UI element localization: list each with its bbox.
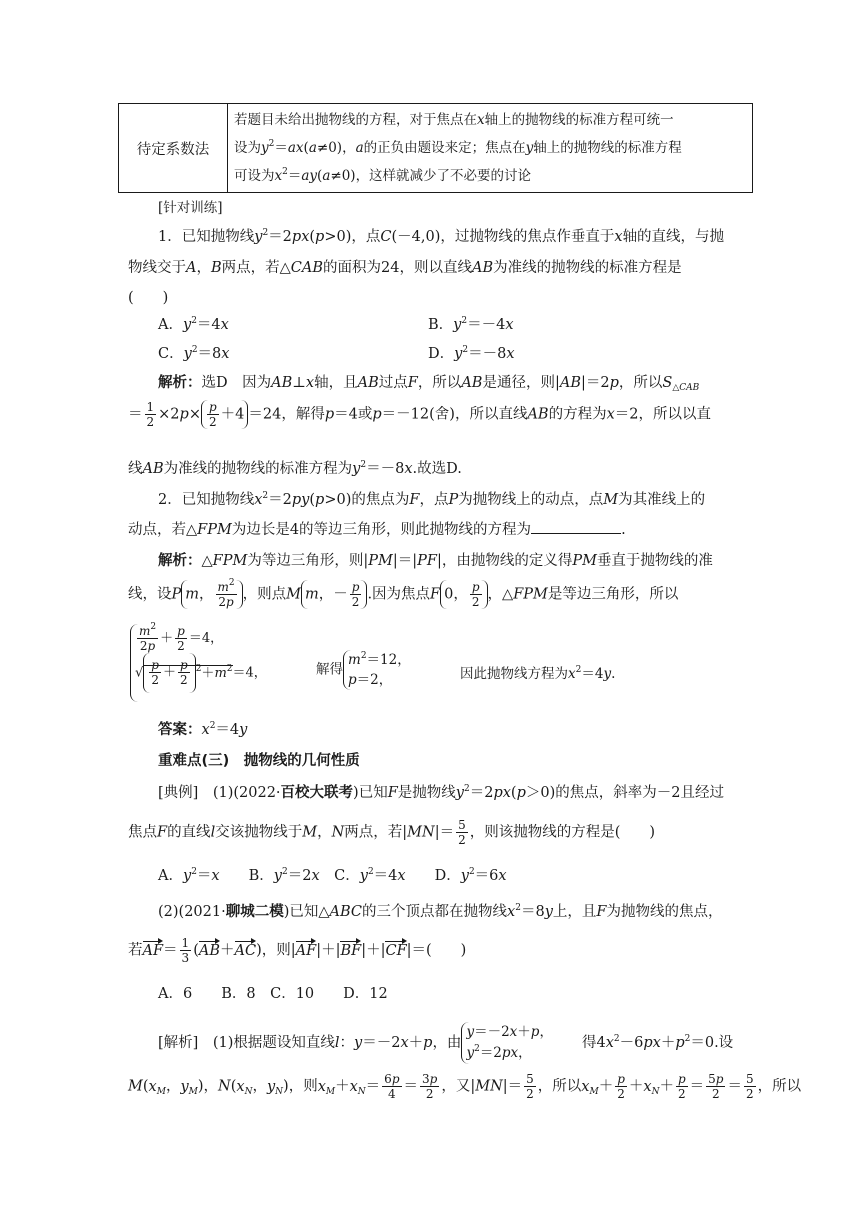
- q2-answer-blank: [531, 519, 621, 534]
- a2-line2: 线，设P m， $\frac{m^2}{2p}$ ，则点M m，－ $\frac{p}{2}$ .因为焦点F 0， $\frac{p}{2}$ ，△FPM是等边三角形，所以: [128, 578, 679, 609]
- a2-solution: 解得 $m^2=12$， p＝2，: [316, 651, 411, 688]
- q1-paren: ( ): [128, 290, 169, 306]
- q2-line1: 2．已知抛物线$x^2=2py(p>0)$的焦点为F，点P为抛物线上的动点，点M为其准线上的: [158, 491, 706, 508]
- method-table: [118, 103, 753, 193]
- example-options-2: A．6 B．8 C．10 D．12: [158, 986, 388, 1002]
- method-name: 待定系数法: [136, 141, 210, 158]
- method-desc-line2: 设为$y^2=ax(a\ne 0)$，a的正负由题设来定；焦点在y轴上的抛物线的标准方程: [234, 139, 682, 156]
- example-part2-line1: (2)(2021·聊城二模)已知△ABC的三个顶点都在抛物线$x^2=8y$上，且F为抛物线的焦点，: [158, 903, 723, 920]
- a2-line1: 解析：△FPM为等边三角形，则|PM|＝|PF|，由抛物线的定义得PM垂直于抛物线的准: [158, 553, 713, 569]
- example-line2: 焦点F的直线l交该抛物线于M，N两点，若|MN|＝ $\frac{5}{2}$ ，则该抛物线的方程是( ): [128, 818, 656, 847]
- example-part2-line2: 若AF＝ $\frac{1}{3}$ (AB＋AC)，则|AF|＋|BF|＋|CF|＝( ): [128, 936, 467, 965]
- q1-line2: 物线交于A，B两点，若△CAB的面积为24，则以直线AB为准线的抛物线的标准方程是: [128, 260, 682, 276]
- section-heading: 重难点(三) 抛物线的几何性质: [158, 753, 360, 769]
- a2-conclusion: 因此抛物线方程为$x^2=4y$.: [460, 665, 616, 682]
- example-options-1: A．$y^2=x$ B．$y^2=2x$ C．$y^2=4x$ D．$y^2=6x$: [158, 867, 507, 884]
- solution-line1: [解析] (1)根据题设知直线l：y＝－2x＋p，由 y＝－2x＋p， $y^2=2px$， 得$4x^2-6px+p^2=0$.设: [158, 1022, 733, 1064]
- method-name-cell: [119, 104, 228, 193]
- q2-line2: 动点，若△FPM为边长是4的等边三角形，则此抛物线的方程为 .: [128, 518, 626, 539]
- a2-system: $\frac{m^2}{2p}$ ＋ $\frac{p}{2}$ ＝4， √ $\frac{p}{2}$ ＋ $\frac{p}{2}$ $^2+m^2=4$，: [130, 624, 267, 702]
- a1-line1: 解析：选D 因为AB⊥x轴，且AB过点F，所以AB是通径，则|AB|＝2p，所以$S_{\triangle CAB}$: [158, 375, 700, 393]
- q1-option-a: A．$y^2=4x$: [158, 316, 229, 333]
- q1-line1: 1．已知抛物线$y^2=2px(p>0)$，点C(－4,0)，过抛物线的焦点作垂直于x轴的直线，与抛: [158, 228, 725, 245]
- training-header: [针对训练]: [158, 200, 223, 216]
- a2-answer: 答案：$x^2=4y$: [158, 721, 248, 738]
- solution-line2: $M(x_M$，$y_M$)，$N(x_N$，$y_N$)，则$x_M+x_N=$ $\frac{6p}{4}$ ＝ $\frac{3p}{2}$ ，又|MN|＝ $\frac{5}{2}$ ，所以$x_M+$ $\frac{p}{2}$ $+x_N+$ $\frac{p}{2}$ ＝ $\frac{5p}{2}$ ＝ $\frac{5}{2}$ ，所以: [128, 1072, 802, 1101]
- q1-option-b: B．$y^2=-4x$: [428, 316, 514, 333]
- a1-line2: ＝ $\frac{1}{2}$ ×2p× $\frac{p}{2}$ ＋4 ＝24，解得p＝4或p＝－12(舍)，所以直线AB的方程为x＝2，所以以直: [128, 400, 712, 429]
- method-desc-cell: [228, 104, 753, 193]
- example-line1: [典例] (1)(2022·百校大联考)已知F是抛物线$y^2=2px(p>0)$的焦点，斜率为－2且经过: [158, 784, 725, 801]
- q1-option-d: D．$y^2=-8x$: [428, 345, 515, 362]
- q1-option-c: C．$y^2=8x$: [158, 345, 230, 362]
- method-desc-line3: 可设为$x^2=ay(a\ne 0)$，这样就减少了不必要的讨论: [234, 167, 532, 184]
- method-desc-line1: 若题目未给出抛物线的方程，对于焦点在x轴上的抛物线的标准方程可统一: [234, 112, 674, 128]
- a1-line3: 线AB为准线的抛物线的标准方程为$y^2=-8x$.故选D.: [128, 460, 462, 477]
